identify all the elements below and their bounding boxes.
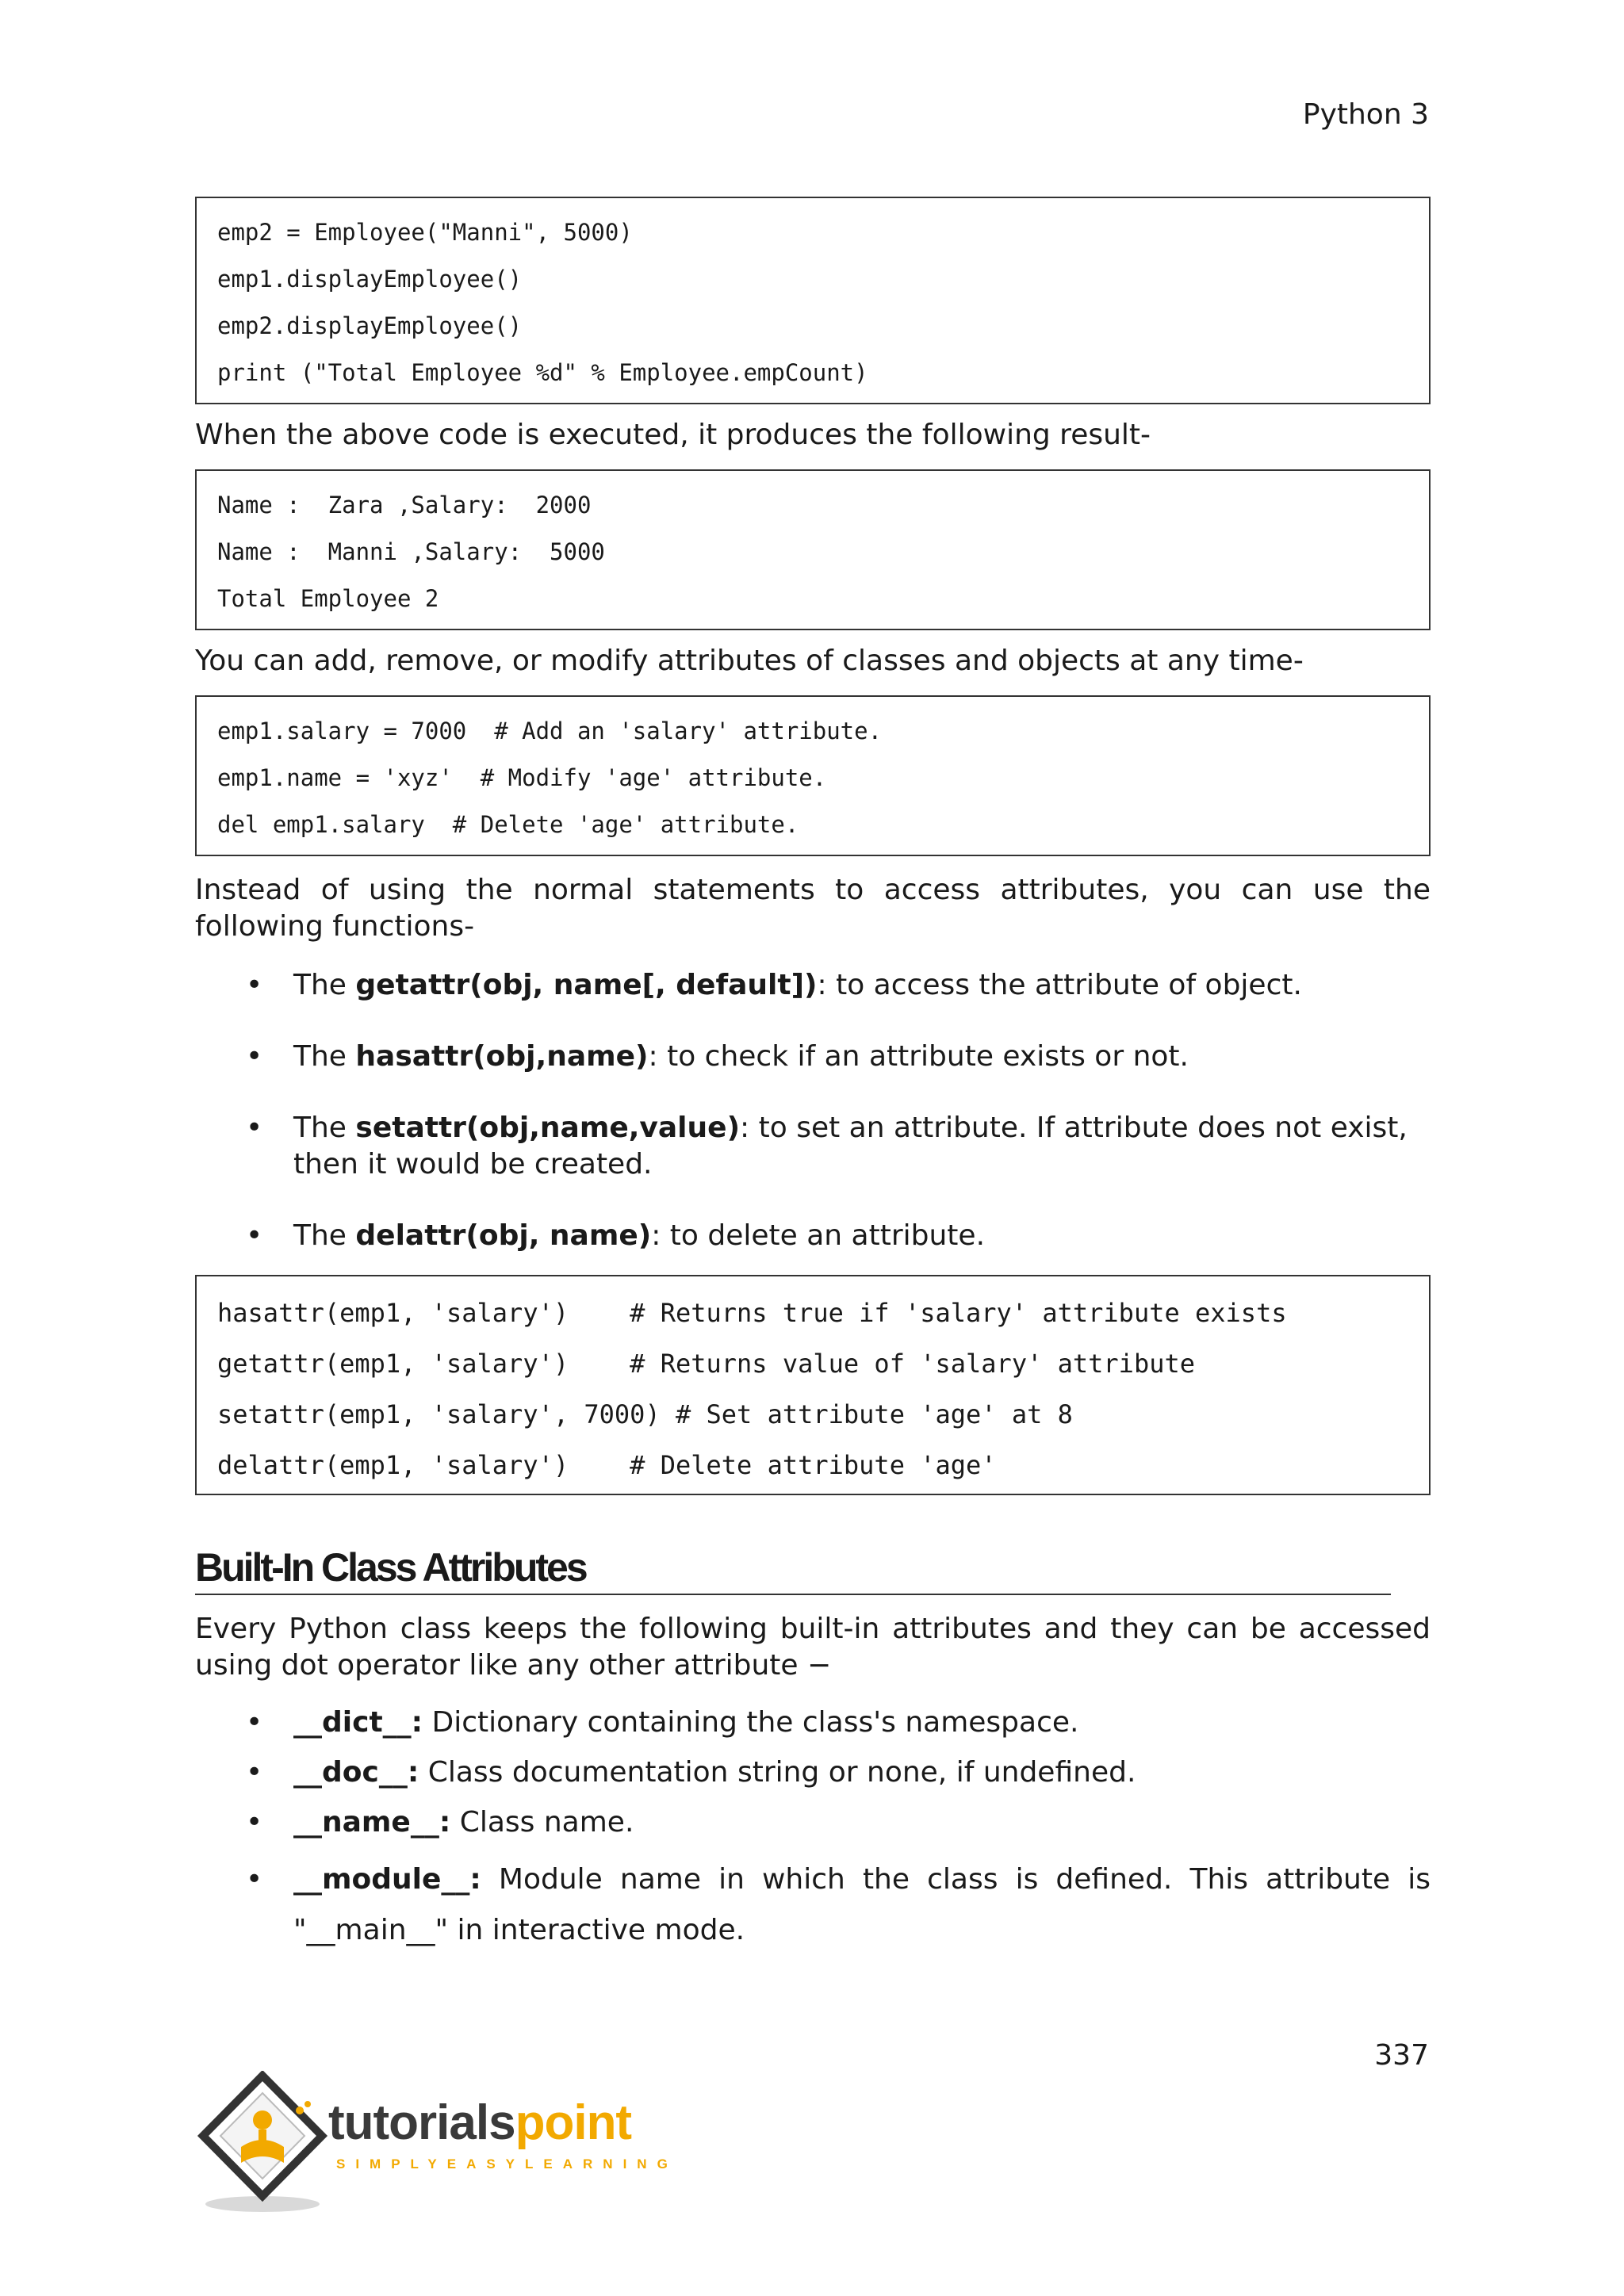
page-content (195, 197, 1431, 1956)
section-heading: Built-In Class Attributes (195, 1544, 1391, 1595)
code-line: emp2 = Employee("Manni", 5000) (217, 219, 633, 246)
functions-list (195, 967, 1431, 1254)
code-block-employee-calls (195, 197, 1431, 404)
list-item: • The hasattr(obj,name): to check if an attribute exists or not. (195, 1039, 1431, 1075)
paragraph-result-intro: When the above code is executed, it produces the following result- (195, 419, 1151, 451)
code-line: emp1.name = 'xyz' # Modify 'age' attribute. (217, 764, 827, 791)
list-item: • __dict__: Dictionary containing the class's namespace. (195, 1705, 1431, 1741)
bullet-icon: • (246, 1863, 263, 1896)
code-line: emp1.salary = 7000 # Add an 'salary' attribute. (217, 718, 883, 744)
bullet-icon: • (246, 1219, 263, 1252)
builtin-attributes-list (195, 1705, 1431, 1956)
list-item: • The getattr(obj, name[, default]): to access the attribute of object. (195, 967, 1431, 1004)
paragraph-functions-intro: Instead of using the normal statements to access attributes, you can use the following functions- (195, 874, 1431, 943)
code-line: print ("Total Employee %d" % Employee.empCount) (217, 359, 868, 386)
code-block-attribute-functions (195, 1275, 1431, 1495)
code-line: setattr(emp1, 'salary', 7000) # Set attribute 'age' at 8 (217, 1399, 1073, 1429)
output-block (195, 469, 1431, 630)
bullet-icon: • (246, 1806, 263, 1839)
output-line: Total Employee 2 (217, 585, 439, 612)
code-line: hasattr(emp1, 'salary') # Returns true if 'salary' attribute exists (217, 1298, 1287, 1328)
code-block-modify-attributes (195, 695, 1431, 856)
bullet-icon: • (246, 1756, 263, 1789)
code-line: emp1.displayEmployee() (217, 266, 523, 293)
paragraph-builtin-intro: Every Python class keeps the following built-in attributes and they can be accessed using dot operator like any other attribute − (195, 1613, 1431, 1682)
list-item: • __module__: Module name in which the class is defined. This attribute is "__main__" in interactive mode. (195, 1854, 1431, 1956)
list-item: • The setattr(obj,name,value): to set an attribute. If attribute does not exist, then it would be created. (246, 1112, 1408, 1181)
page-header: Python 3 (1302, 98, 1429, 131)
output-line: Name : Zara ,Salary: 2000 (217, 492, 592, 519)
list-item: • __doc__: Class documentation string or none, if undefined. (195, 1755, 1431, 1791)
bullet-icon: • (246, 1040, 263, 1073)
output-line: Name : Manni ,Salary: 5000 (217, 538, 605, 565)
logo-tagline: SIMPLYEASYLEARNING (336, 2156, 678, 2172)
code-line: getattr(emp1, 'salary') # Returns value of 'salary' attribute (217, 1349, 1195, 1379)
list-item: • The delattr(obj, name): to delete an attribute. (195, 1218, 1431, 1254)
bullet-icon: • (246, 1112, 263, 1144)
bullet-icon: • (246, 969, 263, 1001)
code-line: del emp1.salary # Delete 'age' attribute. (217, 811, 799, 838)
list-item: • __name__: Class name. (195, 1804, 1431, 1841)
bullet-icon: • (246, 1706, 263, 1739)
code-line: emp2.displayEmployee() (217, 312, 523, 339)
page-number: 337 (1374, 2039, 1429, 2072)
paragraph-modify-attributes: You can add, remove, or modify attributes of classes and objects at any time- (195, 645, 1304, 677)
tutorialspoint-logo (195, 2071, 678, 2214)
logo-diamond-icon (195, 2071, 330, 2214)
logo-wordmark: tutorialspoint (328, 2095, 632, 2150)
code-line: delattr(emp1, 'salary') # Delete attribute 'age' (217, 1450, 997, 1480)
